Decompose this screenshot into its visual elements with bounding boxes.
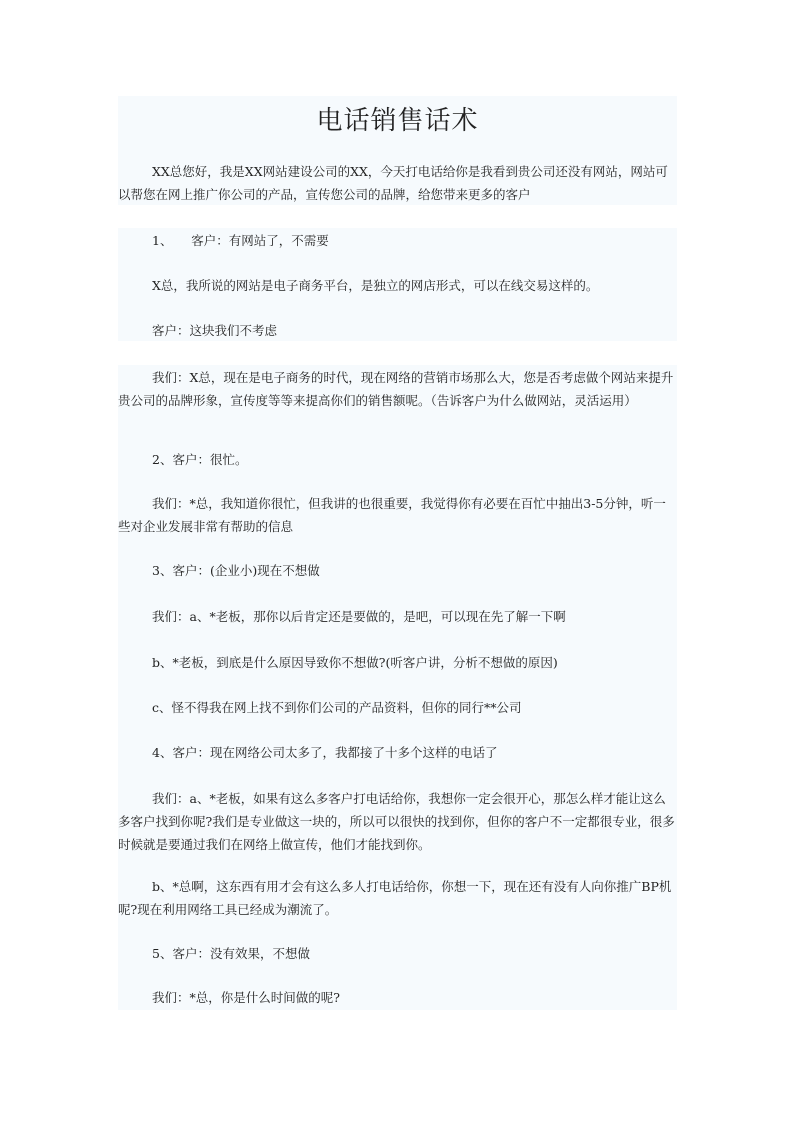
response-line: 我们：*总，你是什么时间做的呢? [152,990,340,1005]
objection-3: 3、客户：(企业小)现在不想做 [152,563,320,578]
objection-1: 1、 客户：有网站了，不需要 [152,233,329,248]
customer-line: 客户：这块我们不考虑 [152,323,278,338]
response-line: c、怪不得我在网上找不到你们公司的产品资料，但你的同行**公司 [152,700,522,715]
response-line: b、*老板，到底是什么原因导致你不想做?(听客户讲，分析不想做的原因) [152,655,558,670]
response-line: 我们：a、*老板，那你以后肯定还是要做的，是吧，可以现在先了解一下啊 [152,609,566,624]
document-title: 电话销售话术 [316,106,479,136]
response-paragraph: 我们：*总，我知道你很忙，但我讲的也很重要，我觉得你有必要在百忙中抽出3-5分钟，听一些对企业发展非常有帮助的信息 [118,496,666,534]
intro-paragraph: XX总您好，我是XX网站建设公司的XX，今天打电话给你是我看到贵公司还没有网站，网站可以帮您在网上推广你公司的产品，宣传您公司的品牌，给您带来更多的客户 [118,164,668,202]
objection-2: 2、客户：很忙。 [152,452,248,467]
response-paragraph: b、*总啊，这东西有用才会有这么多人打电话给你，你想一下，现在还有没有人向你推广BP机呢?现在利用网络工具已经成为潮流了。 [118,879,672,917]
response-paragraph: 我们：X总，现在是电子商务的时代，现在网络的营销市场那么大，您是否考虑做个网站来提升贵公司的品牌形象，宣传度等等来提高你们的销售额呢。（告诉客户为什么做网站，灵活运用） [118,370,674,408]
response-paragraph: 我们：a、*老板，如果有这么多客户打电话给你，我想你一定会很开心，那怎么样才能让这么多客户找到你呢?我们是专业做这一块的，所以可以很快的找到你，但你的客户不一定都很专业，很多时候就是要通过我们在网络上做宣传，他们才能找到你。 [118,791,675,852]
response-line: X总，我所说的网站是电子商务平台，是独立的网店形式，可以在线交易这样的。 [152,278,599,293]
objection-4: 4、客户：现在网络公司太多了，我都接了十多个这样的电话了 [152,745,498,760]
objection-5: 5、客户：没有效果，不想做 [152,946,310,961]
